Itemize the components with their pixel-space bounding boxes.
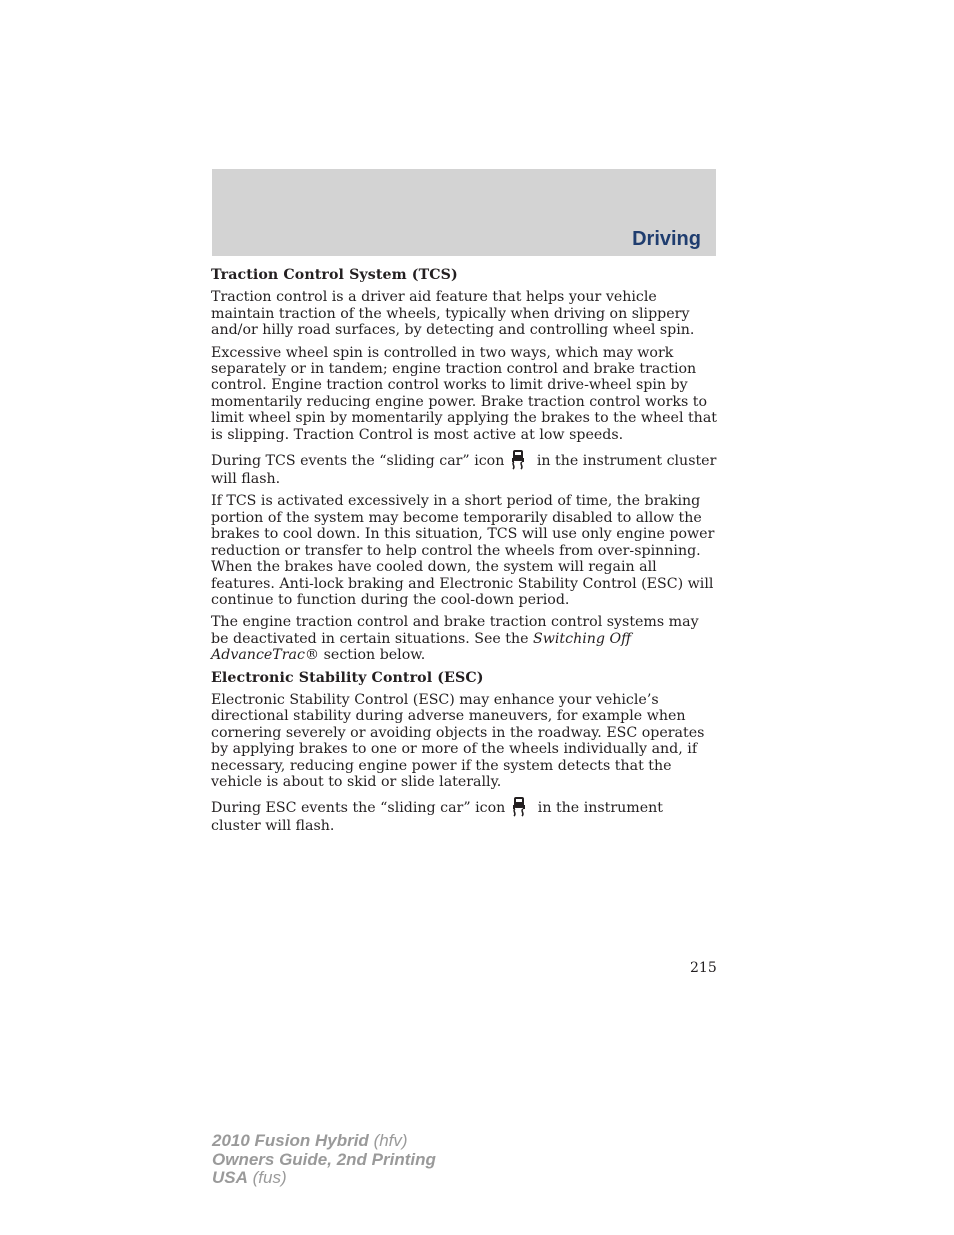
- footer-guide-edition: Owners Guide, 2nd Printing: [212, 1149, 436, 1169]
- footer-market-code: (fus): [252, 1168, 287, 1187]
- tcs-heading: Traction Control System (TCS): [211, 267, 458, 283]
- sliding-car-icon: [509, 796, 529, 818]
- tcs-paragraph-2: Excessive wheel spin is controlled in two ways, which may work separately or in tandem; engine traction control and brake traction control. Engine traction control works to limit drive-wheel spin by momentarily reducing engine power. Brake traction control works to limit wheel spin by momentarily applying the brakes to the wheel that is slipping. Traction Control is most active at low speeds.: [211, 344, 717, 443]
- switching-off-advancetrac-reference: Switching Off AdvanceTrac®: [211, 630, 632, 664]
- footer-market: USA: [212, 1168, 248, 1187]
- tcs-paragraph-3-start: During TCS events the “sliding car” icon: [211, 453, 505, 470]
- tcs-paragraph-3-end: in the instrument cluster will flash.: [211, 453, 717, 488]
- esc-heading: Electronic Stability Control (ESC): [211, 669, 484, 686]
- tcs-paragraph-3: [211, 449, 717, 487]
- section-title: Driving: [632, 228, 701, 250]
- tcs-paragraph-1: Traction control is a driver aid feature that helps your vehicle maintain traction of the wheels, typically when driving on slippery and/or hilly road surfaces, by detecting and controlling wheel spin.: [211, 289, 695, 339]
- tcs-paragraph-5-start: The engine traction control and brake traction control systems may be deactivated in certain situations. See the: [211, 614, 699, 647]
- tcs-paragraph-4: If TCS is activated excessively in a short period of time, the braking portion of the system may become temporarily disabled to allow the brakes to cool down. In this situation, TCS will use only engine power reduction or transfer to help control the wheels from over-spinning. When the brakes have cooled down, the system will regain all features. Anti-lock braking and Electronic Stability Control (ESC) will continue to function during the cool-down period.: [211, 493, 715, 608]
- footer-line-2: [212, 1151, 436, 1170]
- esc-paragraph-2-end: in the instrument cluster will flash.: [211, 800, 663, 835]
- footer-line-3: [212, 1169, 436, 1188]
- footer-model-code: (hfv): [373, 1131, 408, 1150]
- page-number: 215: [690, 960, 717, 976]
- footer-line-1: [212, 1132, 436, 1151]
- document-footer: [212, 1132, 436, 1188]
- esc-paragraph-2-start: During ESC events the “sliding car” icon: [211, 800, 506, 817]
- section-header-band: [212, 169, 716, 256]
- tcs-paragraph-5-end: section below.: [323, 647, 426, 664]
- tcs-paragraph-5: [211, 614, 717, 663]
- esc-paragraph-1: Electronic Stability Control (ESC) may enhance your vehicle’s directional stability during adverse maneuvers, for example when cornering severely or avoiding objects in the roadway. ESC operates by applying brakes to one or more of the wheels individually and, if necessary, reducing engine power if the system detects that the vehicle is about to skid or slide laterally.: [211, 691, 705, 790]
- esc-paragraph-2: [211, 796, 717, 834]
- sliding-car-icon: [508, 449, 528, 471]
- footer-model: 2010 Fusion Hybrid: [212, 1131, 369, 1150]
- page-content: [211, 267, 717, 841]
